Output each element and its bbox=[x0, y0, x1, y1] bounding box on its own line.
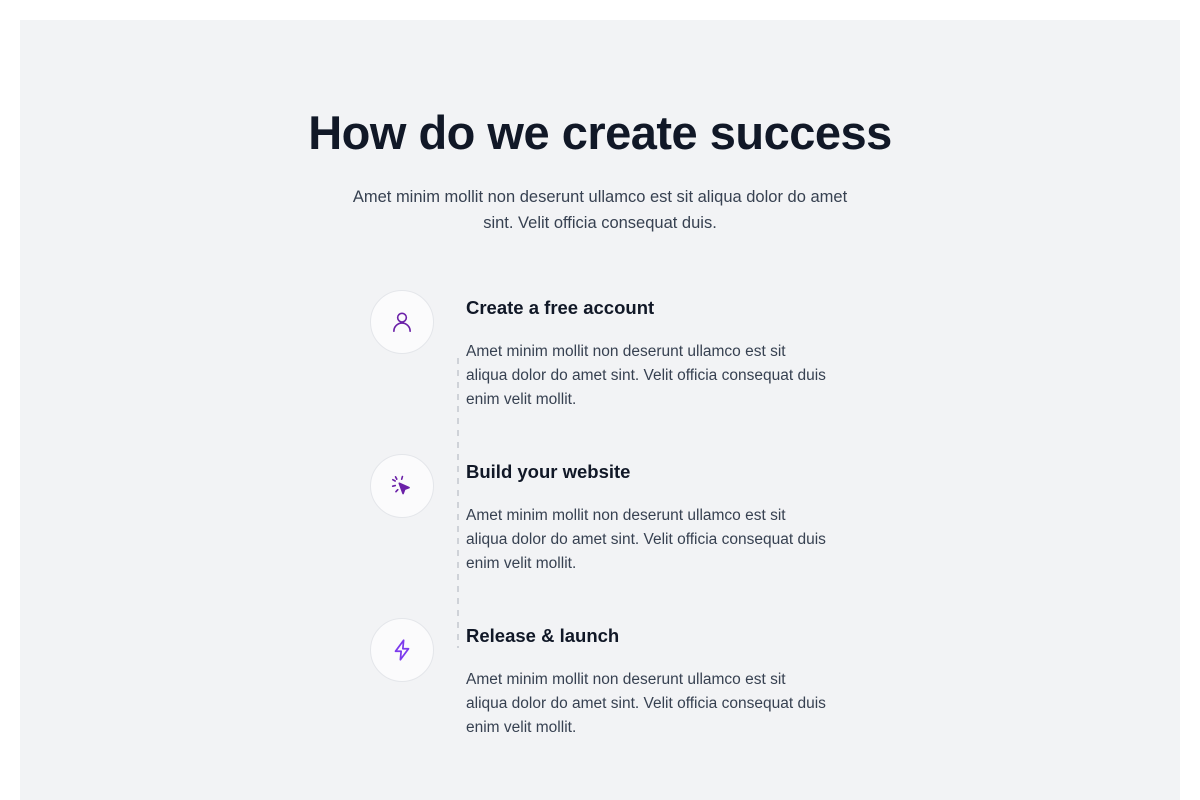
page-top-strip bbox=[0, 0, 1200, 20]
step-description: Amet minim mollit non deserunt ullamco est sit aliqua dolor do amet sint. Velit officia consequat duis enim velit mollit. bbox=[466, 343, 826, 408]
step-text bbox=[466, 454, 830, 576]
step-title: Create a free account bbox=[466, 297, 655, 318]
step-icon-badge bbox=[370, 290, 434, 354]
step-icon-badge bbox=[370, 618, 434, 682]
step-description: Amet minim mollit non deserunt ullamco est sit aliqua dolor do amet sint. Velit officia consequat duis enim velit mollit. bbox=[466, 507, 826, 572]
user-icon bbox=[389, 309, 415, 335]
lightning-bolt-icon bbox=[389, 637, 415, 663]
step-description: Amet minim mollit non deserunt ullamco est sit aliqua dolor do amet sint. Velit officia consequat duis enim velit mollit. bbox=[466, 671, 826, 736]
page-title: How do we create success bbox=[308, 106, 892, 159]
page-header bbox=[20, 20, 1180, 236]
page-subtitle: Amet minim mollit non deserunt ullamco est sit aliqua dolor do amet sint. Velit officia consequat duis. bbox=[352, 188, 848, 232]
step-text bbox=[466, 618, 830, 740]
steps-timeline bbox=[370, 290, 830, 762]
content-canvas bbox=[20, 20, 1180, 800]
cursor-click-icon bbox=[389, 473, 415, 499]
step-icon-badge bbox=[370, 454, 434, 518]
step-title: Build your website bbox=[466, 461, 631, 482]
step-text bbox=[466, 290, 830, 412]
step-title: Release & launch bbox=[466, 625, 620, 646]
step-item bbox=[370, 454, 830, 598]
step-item bbox=[370, 618, 830, 762]
step-item bbox=[370, 290, 830, 434]
